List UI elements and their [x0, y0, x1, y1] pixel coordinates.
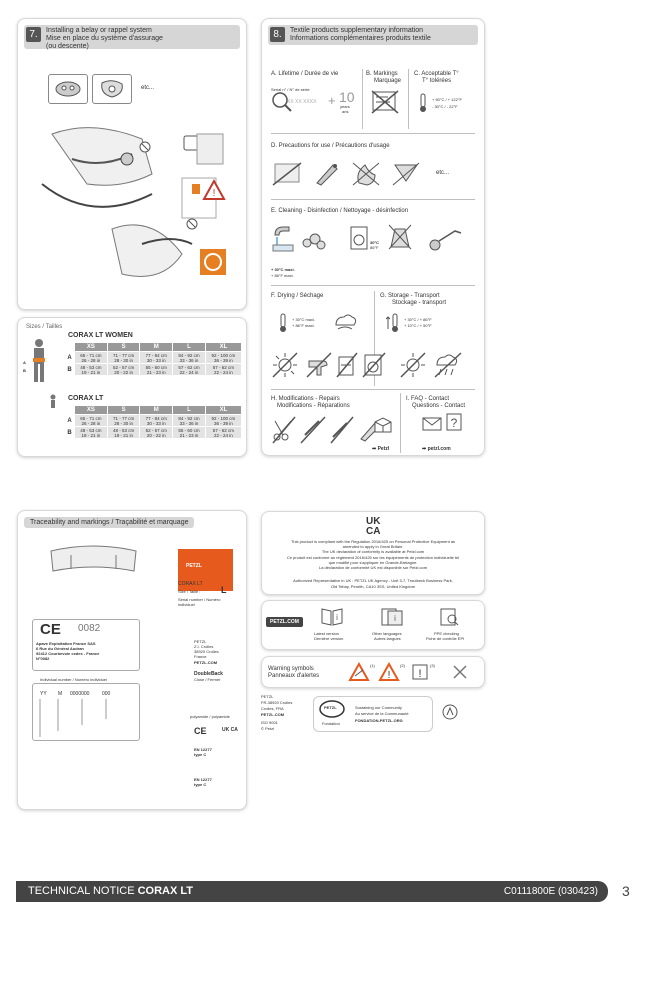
standard-size-header: XL: [205, 406, 241, 415]
question-icon: [446, 413, 462, 433]
petzl-links-panel: [261, 600, 485, 650]
fondation-site[interactable]: FONDATION-PETZL.ORG: [355, 718, 403, 723]
women-size-table: [64, 342, 242, 376]
divider: [271, 133, 475, 134]
notified-body-number: 0082: [78, 623, 101, 634]
sustaining-en: Sustaining our Community: [355, 705, 402, 710]
compliance-fr-3: La déclaration de conformité UK est disponible sur Petzl.com: [318, 565, 428, 570]
petzl-arrow: ➡ Petzl: [372, 446, 390, 452]
svg-text:!: !: [212, 188, 216, 199]
petzl-address-2: Z.I. Crolles: [194, 644, 214, 649]
drying-temp-f: + 86°F maxi.: [292, 323, 315, 328]
serial-number-label: Serial number / Numéro individuel: [178, 597, 221, 607]
women-size-header: XL: [205, 343, 241, 352]
precautions-icons: [271, 161, 431, 187]
petzl-tag-text: PETZL: [186, 563, 202, 569]
latest-version-fr[interactable]: Dernière version: [314, 636, 344, 641]
installation-title-en: Installing a belay or rappel system: [46, 27, 152, 34]
warning-note-2: (2): [400, 663, 405, 668]
textile-info-panel: [261, 18, 485, 456]
petzl-address-1: PETZL: [194, 639, 207, 644]
prohibited-icon: [452, 664, 468, 680]
faq-title: I. FAQ - Contact: [406, 396, 450, 402]
serial-m: M: [58, 691, 63, 697]
table-row: B 48 - 53 cm 19 - 21 in 52 - 57 cm 20 - 22 in 55 - 60 cm 21 - 23 in 57 - 62 cm 22 - 24 in 57 - 62 cm 22 - 24 in: [65, 364, 242, 376]
storage-temp: + 30°C / + 86°F: [404, 317, 432, 322]
sustaining-fr: Au service de la Communauté: [355, 711, 409, 716]
devices-etc: etc...: [141, 85, 155, 91]
warning-symbols-panel: [261, 656, 485, 688]
notified-body-line1: Apave Exploitation France SAS: [36, 641, 96, 646]
petzl-address-3: 38920 Crolles: [194, 649, 219, 654]
warning-symbols-fr: Panneaux d'alertes: [268, 673, 320, 679]
other-languages-en[interactable]: Other languages: [372, 631, 402, 636]
company-line-1: PETZL: [261, 694, 274, 699]
textile-title-fr: Informations complémentaires produits textile: [290, 35, 431, 42]
compliance-en-1: This product is compliant with the Regulation 2016/425 on Personal Protective Equipment as: [290, 539, 456, 544]
ukca-compliance-panel: [261, 511, 485, 595]
standard-size-header: M: [140, 406, 173, 415]
sizes-figure-1: [26, 338, 52, 384]
textile-info-header: [268, 25, 478, 45]
standard-size-header: L: [173, 406, 206, 415]
compliance-en-3: The UK declaration of conformity is available at Petzl.com: [321, 549, 425, 554]
standard-size-header: S: [107, 406, 140, 415]
serial-batch: 000: [102, 691, 111, 697]
women-size-header: S: [107, 343, 140, 352]
material-label: polyamide / polyamide: [190, 714, 230, 719]
warning-note-1: (1): [370, 663, 375, 668]
drying-storage-icons: [271, 351, 477, 379]
precautions-etc: etc...: [436, 170, 450, 176]
women-size-header: XS: [75, 343, 108, 352]
petzl-logo-text: PETZL: [324, 705, 337, 710]
storage-title: G. Storage - Transport: [380, 293, 440, 299]
notice-prefix: TECHNICAL NOTICE: [28, 885, 138, 897]
ppe-check-icon: [438, 607, 460, 627]
dimension-b-label: B: [23, 368, 26, 373]
ce-mark-small: CE: [194, 726, 207, 736]
divider: [271, 199, 475, 200]
temperature-title: C. Acceptable T°: [414, 71, 459, 77]
wash-temp: + 30°C maxi.: [271, 267, 295, 272]
standard-table-title: CORAX LT: [68, 395, 104, 402]
women-table-title: CORAX LT WOMEN: [68, 332, 133, 339]
standard-type-1: type C: [194, 752, 207, 757]
serial-label: Serial n° / N° de série:: [271, 87, 311, 92]
svg-text:!: !: [387, 670, 391, 681]
table-row: A 65 - 71 cm 26 - 28 in 71 - 77 cm 28 - 30 in 77 - 84 cm 30 - 33 in 84 - 92 cm 33 - 36 in 92 - 100 cm 36 - 39 in: [65, 415, 242, 427]
women-size-header: L: [173, 343, 206, 352]
standard-label-1: EN 12277: [194, 747, 212, 752]
section-number: 8.: [270, 27, 285, 42]
caution-warning-icon: [378, 662, 400, 682]
petzl-site: PETZL.COM: [194, 660, 218, 665]
storage-title-fr: Stockage - transport: [392, 300, 447, 306]
warning-note-3: (3): [430, 663, 435, 668]
individual-number-label: Individual number / Numéro individuel: [40, 677, 107, 682]
storage-thermometer-icon: [386, 313, 400, 333]
latest-version-en[interactable]: Latest version: [314, 631, 339, 636]
textile-title-en: Textile products supplementary information: [290, 27, 424, 34]
no-marking-icon: [370, 89, 400, 115]
women-size-header: M: [140, 343, 173, 352]
precautions-title: D. Precautions for use / Précautions d'usage: [271, 143, 390, 149]
company-line-2: FR-38920 Crolles: [261, 700, 293, 705]
shade-dry-icon: [332, 311, 358, 333]
info-warning-icon: [412, 664, 428, 680]
descender-icon: [96, 78, 128, 100]
temperature-title-fr: T° tolérées: [422, 78, 452, 84]
notified-body-line2: 6 Rue du Général Audran: [36, 646, 84, 651]
lifetime-years-fr: ans: [342, 109, 349, 114]
modifications-title-fr: Modifications - Réparations: [277, 403, 350, 409]
cleaning-title: E. Cleaning - Disinfection / Nettoyage - désinfection: [271, 208, 409, 214]
notice-code: C0111800E (030423): [503, 886, 598, 897]
temperature-max: + 50°C / + 122°F: [432, 97, 462, 102]
lifetime-years-en: years: [340, 104, 350, 109]
compliance-fr-2: que modifié pour s'appliquer en Grande-Bretagne.: [328, 560, 418, 565]
belay-device-icon: [52, 78, 84, 100]
recycling-icon: [442, 704, 458, 720]
company-line-3: Crolles, FRA: [261, 706, 284, 711]
shipping-box-icon: [372, 414, 394, 436]
svg-text:?: ?: [450, 416, 458, 430]
book-icon: [320, 607, 344, 627]
serial-mask: XX XX XXXX: [287, 99, 317, 105]
danger-warning-icon: [348, 662, 370, 682]
ppe-checking-en[interactable]: PPE checking: [434, 631, 459, 636]
magnifier-icon: [271, 91, 293, 113]
sizes-label: Sizes / Tailles: [26, 324, 63, 330]
wash-temp-f: + 86°F maxi.: [271, 273, 294, 278]
machine-temp-f: 86°F: [370, 245, 379, 250]
lifetime-years-num: 10: [339, 89, 355, 105]
divider: [408, 69, 409, 129]
divider: [362, 69, 363, 129]
uk-representative-1: Authorized Representative in UK : PETZL UK Agency - Unit 3-7, Troutbeck Business Park,: [293, 578, 453, 583]
belay-devices-box: [48, 74, 208, 104]
standard-label-2: EN 12277: [194, 777, 212, 782]
uk-representative-2: Old Tebay, Penrith, CA10 3SS, United Kingdom: [330, 584, 416, 589]
lifetime-title: A. Lifetime / Durée de vie: [271, 71, 339, 77]
fondation-label: Fondation: [322, 721, 340, 726]
harness-outline: [46, 541, 141, 581]
storage-temp-c: + 10°C / + 50°F: [404, 323, 432, 328]
markings-title: B. Markings: [366, 71, 398, 77]
standard-size-table: [64, 405, 242, 439]
markings-title-fr: Marquage: [374, 78, 402, 84]
company-line-6: © Petzl: [261, 726, 274, 731]
modifications-title: H. Modifications - Repairs: [271, 396, 340, 402]
traceability-title: Traceability and markings / Traçabilité et marquage: [24, 517, 194, 528]
ukca-logo-top: UK: [366, 516, 381, 527]
doubleback-title: DoubleBack: [194, 671, 223, 677]
notified-body-line3: 92412 Courbevoie cedex - France: [36, 651, 100, 656]
installation-title-fr-2: (ou descente): [46, 43, 89, 50]
dimension-a-label: A: [23, 360, 26, 365]
installation-panel: [17, 18, 247, 310]
installation-title-fr: Mise en place du système d'assurage: [46, 35, 163, 42]
serial-leaders: [32, 697, 112, 741]
size-label: Size / Taille :: [178, 589, 201, 594]
table-row: B 48 - 53 cm 19 - 21 in 48 - 53 cm 19 - 21 in 52 - 57 cm 20 - 22 in 55 - 60 cm 21 - 23 in 57 - 62 cm 22 - 24 in: [65, 427, 242, 439]
divider: [271, 389, 475, 390]
section-number: 7.: [26, 27, 41, 42]
product-name: CORAX LT: [178, 581, 203, 587]
sizes-figure-2: [48, 394, 58, 408]
faq-link[interactable]: ➡ petzl.com: [422, 446, 451, 452]
company-line-5: ISO 9001: [261, 720, 278, 725]
svg-text:i: i: [336, 613, 338, 622]
notified-body-line4: N°0082: [36, 656, 50, 661]
serial-sequence: 0000000: [70, 691, 90, 697]
machine-temp: 30°C: [370, 240, 379, 245]
other-languages-fr[interactable]: Autres langues: [374, 636, 401, 641]
thermometer-icon: [418, 93, 428, 113]
doubleback-subtitle: Close / Fermer: [194, 677, 221, 682]
ce-mark: CE: [40, 621, 61, 638]
divider: [400, 393, 401, 453]
drying-temp: + 30°C maxi.: [292, 317, 316, 322]
petzl-com-badge[interactable]: PETZL.COM: [266, 617, 303, 627]
harness-belay-illustration: [32, 114, 236, 304]
ukca-mark-small: UK CA: [222, 727, 238, 733]
compliance-en-2: amended to apply in Great Britain.: [342, 544, 404, 549]
lifetime-plus: +: [328, 93, 336, 108]
divider: [271, 285, 475, 286]
faq-title-fr: Questions - Contact: [412, 403, 466, 409]
mail-icon: [422, 417, 442, 431]
languages-icon: [380, 607, 404, 627]
standard-size-header: XS: [75, 406, 108, 415]
page-number: 3: [622, 883, 630, 899]
ppe-checking-fr[interactable]: Fiche de contrôle EPI: [426, 636, 465, 641]
svg-text:i: i: [394, 614, 396, 623]
compliance-fr-1: Ce produit est conforme au règlement 2016/425 sur les équipements de protection individuelle tel: [286, 555, 460, 560]
size-value: L: [221, 585, 227, 595]
svg-text:!: !: [418, 668, 422, 680]
standard-type-2: type C: [194, 782, 207, 787]
sizes-panel: [17, 317, 247, 457]
warning-symbols-en: Warning symbols: [268, 666, 314, 672]
drying-thermometer-icon: [278, 313, 288, 333]
serial-yy: YY: [40, 691, 47, 697]
installation-header: [24, 25, 240, 49]
traceability-panel: [17, 510, 247, 810]
technical-notice-bar: [16, 881, 608, 902]
petzl-address-4: France: [194, 654, 207, 659]
table-row: A 65 - 71 cm 26 - 28 in 71 - 77 cm 28 - 30 in 77 - 84 cm 30 - 33 in 84 - 92 cm 33 - 36 in 92 - 100 cm 36 - 39 in: [65, 352, 242, 364]
company-line-4: PETZL.COM: [261, 712, 285, 717]
temperature-min: - 30°C / - 22°F: [432, 104, 458, 109]
drying-title: F. Drying / Séchage: [271, 293, 324, 299]
ukca-logo-bottom: CA: [366, 526, 381, 537]
notice-product: CORAX LT: [137, 885, 194, 897]
